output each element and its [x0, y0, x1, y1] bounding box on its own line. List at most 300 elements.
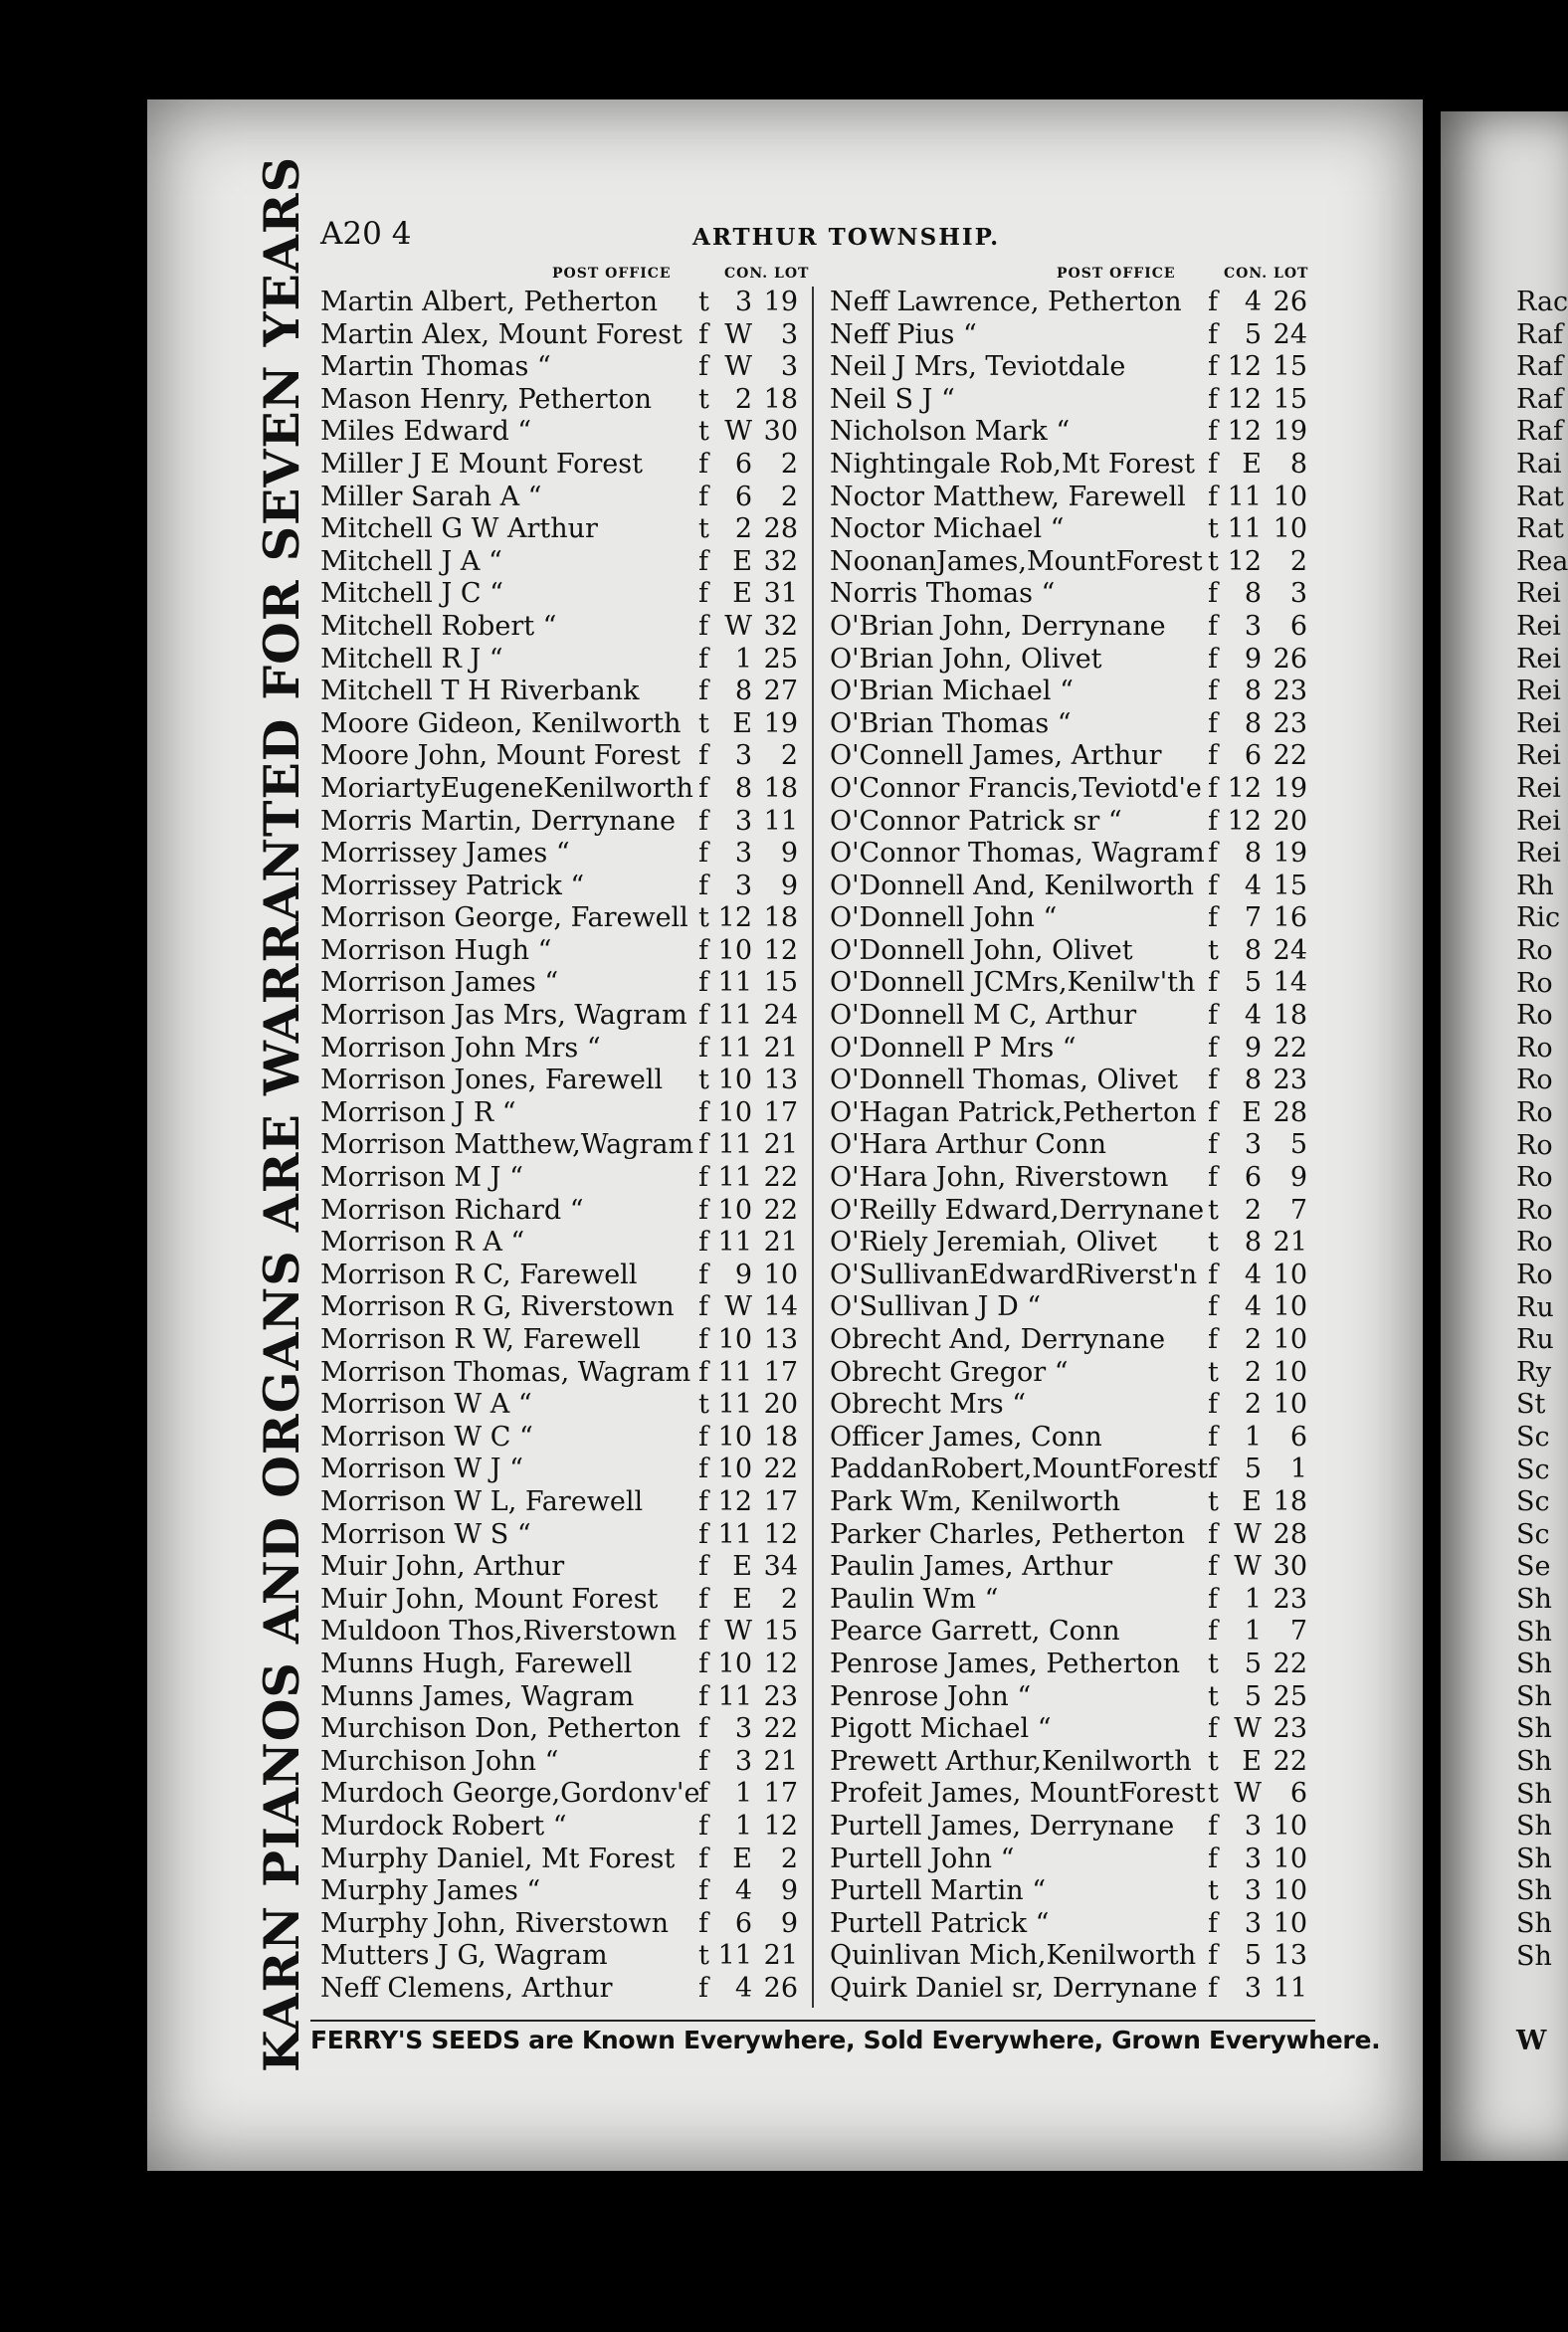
directory-entry	[320, 1097, 818, 1130]
directory-entry	[830, 1616, 1327, 1649]
entry-code: t	[1208, 1194, 1219, 1226]
entry-concession: 5	[1244, 967, 1262, 999]
entry-concession: E	[732, 1551, 752, 1583]
entry-lot: 13	[763, 1065, 798, 1096]
entry-lot: 18	[763, 902, 798, 934]
entry-lot: 17	[763, 1485, 798, 1517]
entry-code: f	[1208, 416, 1218, 448]
entry-concession: W	[1234, 1518, 1262, 1550]
entry-name: Muir John, Arthur	[320, 1551, 565, 1583]
entry-concession: 4	[1244, 870, 1262, 901]
entry-code: f	[698, 1454, 708, 1485]
directory-entry	[830, 1778, 1327, 1811]
directory-entry	[320, 1389, 818, 1422]
adjacent-page-fragment: Rei	[1516, 578, 1561, 610]
entry-lot: 2	[1289, 545, 1307, 577]
entry-code: f	[1208, 740, 1218, 772]
entry-name: Morrison W C “	[320, 1421, 533, 1453]
entry-code: f	[1208, 481, 1218, 512]
entry-name: Morrissey Patrick “	[320, 870, 585, 901]
directory-entry	[830, 1000, 1327, 1033]
entry-lot: 9	[780, 1907, 798, 1939]
side-advertisement	[247, 155, 316, 2073]
directory-entry	[320, 1844, 818, 1876]
entry-concession: 1	[734, 1778, 752, 1810]
entry-code: f	[698, 1843, 708, 1874]
entry-name: Munns Hugh, Farewell	[320, 1648, 633, 1679]
entry-name: Park Wm, Kenilworth	[830, 1485, 1121, 1517]
entry-code: f	[1208, 1907, 1218, 1939]
entry-name: Mitchell J C “	[320, 578, 503, 610]
directory-entry	[830, 416, 1327, 449]
entry-lot: 15	[1273, 383, 1307, 415]
directory-entry	[830, 611, 1327, 644]
entry-lot: 10	[1273, 1259, 1307, 1290]
directory-entry	[320, 1357, 818, 1390]
directory-entry	[830, 1681, 1327, 1714]
entry-name: Murchison John “	[320, 1745, 559, 1777]
entry-code: f	[1208, 1843, 1218, 1874]
entry-name: O'Brian Michael “	[830, 676, 1074, 707]
entry-code: f	[1208, 1389, 1218, 1421]
entry-name: Quinlivan Mich,Kenilworth	[830, 1940, 1197, 1972]
entry-name: O'Hara John, Riverstown	[830, 1162, 1169, 1194]
entry-lot: 22	[763, 1194, 798, 1226]
entry-lot: 28	[763, 513, 798, 545]
adjacent-page-fragment: Ric	[1516, 902, 1561, 934]
directory-entry	[320, 1681, 818, 1714]
entry-concession: 11	[717, 1227, 752, 1259]
entry-name: O'Riely Jeremiah, Olivet	[830, 1227, 1158, 1259]
entry-code: t	[1208, 1745, 1219, 1777]
entry-concession: 8	[1244, 1065, 1262, 1096]
entry-lot: 25	[1273, 1680, 1307, 1712]
entry-concession: 4	[1244, 287, 1262, 317]
directory-entry	[320, 611, 818, 644]
entry-name: Morrison Thomas, Wagram	[320, 1356, 691, 1388]
entry-concession: 3	[734, 287, 752, 317]
entry-name: Morrison George, Farewell	[320, 902, 688, 934]
directory-entry	[320, 1519, 818, 1552]
entry-code: t	[698, 1940, 709, 1972]
entry-code: t	[698, 1065, 709, 1096]
entry-lot: 22	[1273, 1745, 1307, 1777]
entry-concession: 8	[1244, 934, 1262, 966]
directory-entry	[830, 1389, 1327, 1422]
directory-entry	[320, 773, 818, 806]
directory-entry	[320, 1875, 818, 1908]
entry-lot: 10	[1273, 1810, 1307, 1842]
entry-code: f	[1208, 1616, 1218, 1648]
entry-concession: 2	[1244, 1324, 1262, 1355]
column-divider	[812, 287, 814, 2008]
entry-name: Muir John, Mount Forest	[320, 1583, 659, 1615]
entry-lot: 9	[1289, 1162, 1307, 1194]
entry-lot: 3	[780, 351, 798, 383]
adjacent-page-fragment: Sh	[1516, 1940, 1552, 1972]
entry-lot: 21	[763, 1032, 798, 1064]
entry-code: f	[698, 545, 708, 577]
entry-code: f	[698, 481, 708, 512]
adjacent-page-fragment: Sh	[1516, 1843, 1552, 1874]
directory-entry	[320, 902, 818, 935]
entry-code: f	[698, 1907, 708, 1939]
entry-code: f	[698, 967, 708, 999]
entry-code: f	[698, 805, 708, 837]
entry-name: O'Connor Francis,Teviotd'e	[830, 772, 1202, 804]
entry-code: f	[698, 1356, 708, 1388]
entry-concession: 3	[1244, 1129, 1262, 1161]
entry-code: f	[698, 870, 708, 901]
adjacent-page-fragment: Rei	[1516, 707, 1561, 739]
entry-concession: 11	[717, 1680, 752, 1712]
entry-lot: 6	[1289, 610, 1307, 642]
directory-entry	[830, 578, 1327, 611]
adjacent-page-fragment: Sh	[1516, 1908, 1552, 1939]
entry-concession: W	[1234, 1778, 1262, 1810]
entry-lot: 20	[763, 1389, 798, 1421]
entry-name: O'Sullivan J D “	[830, 1291, 1042, 1323]
entry-name: Obrecht Mrs “	[830, 1389, 1027, 1421]
entry-lot: 23	[1273, 676, 1307, 707]
left-post-office-header: POST OFFICE	[552, 266, 672, 282]
entry-lot: 3	[1289, 578, 1307, 610]
entry-code: f	[698, 1745, 708, 1777]
directory-entry	[320, 740, 818, 773]
directory-entry	[830, 676, 1327, 708]
entry-concession: 11	[717, 1389, 752, 1421]
adjacent-page-fragment: Ro	[1516, 1032, 1553, 1064]
entry-name: Neil S J “	[830, 383, 955, 415]
entry-lot: 22	[763, 1713, 798, 1745]
entry-code: f	[698, 1485, 708, 1517]
adjacent-page-fragment: Sc	[1516, 1454, 1550, 1485]
entry-name: Morris Martin, Derrynane	[320, 805, 677, 837]
directory-entry	[830, 1227, 1327, 1260]
entry-name: Morrison W A “	[320, 1389, 532, 1421]
directory-entry	[830, 384, 1327, 417]
entry-name: Obrecht And, Derrynane	[830, 1324, 1166, 1355]
entry-lot: 10	[763, 1259, 798, 1290]
entry-name: Purtell Martin “	[830, 1875, 1047, 1907]
entry-code: f	[698, 1421, 708, 1453]
entry-concession: E	[1242, 1745, 1262, 1777]
entry-lot: 12	[763, 1518, 798, 1550]
entry-lot: 22	[1273, 740, 1307, 772]
entry-concession: 1	[734, 1810, 752, 1842]
entry-name: Murphy James “	[320, 1875, 541, 1907]
entry-concession: W	[724, 351, 752, 383]
entry-code: f	[1208, 351, 1218, 383]
adjacent-page-fragment: Ro	[1516, 1000, 1553, 1032]
adjacent-page-fragment: Sh	[1516, 1649, 1552, 1680]
entry-lot: 26	[1273, 643, 1307, 675]
entry-name: O'Donnell John, Olivet	[830, 934, 1133, 966]
entry-name: Nightingale Rob,Mt Forest	[830, 448, 1196, 480]
entry-code: f	[1208, 1000, 1218, 1032]
entry-name: O'Donnell And, Kenilworth	[830, 870, 1195, 901]
entry-code: f	[698, 448, 708, 480]
entry-code: f	[698, 1194, 708, 1226]
entry-code: f	[1208, 1096, 1218, 1128]
entry-code: f	[1208, 967, 1218, 999]
entry-lot: 3	[780, 318, 798, 350]
entry-lot: 27	[763, 676, 798, 707]
entry-concession: 12	[1227, 805, 1262, 837]
entry-concession: 10	[717, 1065, 752, 1096]
adjacent-page-fragment: Rat	[1516, 513, 1564, 545]
entry-code: f	[1208, 1518, 1218, 1550]
directory-entry	[830, 1291, 1327, 1324]
entry-concession: 9	[1244, 643, 1262, 675]
adjacent-page-fragment: Rei	[1516, 838, 1561, 870]
entry-lot: 2	[780, 740, 798, 772]
adjacent-page-fragment: Ro	[1516, 1260, 1553, 1290]
entry-name: Morrison R W, Farewell	[320, 1324, 641, 1355]
directory-entry	[320, 482, 818, 514]
directory-entry	[320, 319, 818, 352]
side-advertisement-text: KARN PIANOS AND ORGANS ARE WARRANTED FOR SEVEN YEARS	[253, 155, 310, 2073]
directory-entry	[320, 1713, 818, 1746]
entry-concession: 10	[717, 1454, 752, 1485]
entry-name: Martin Thomas “	[320, 351, 551, 383]
entry-lot: 19	[763, 287, 798, 317]
entry-concession: 10	[717, 1648, 752, 1679]
entry-concession: 5	[1244, 1680, 1262, 1712]
entry-concession: 10	[717, 934, 752, 966]
entry-name: Mitchell T H Riverbank	[320, 676, 640, 707]
entry-lot: 23	[1273, 707, 1307, 739]
entry-code: f	[1208, 287, 1218, 317]
adjacent-page-fragment: Rei	[1516, 805, 1561, 837]
entry-code: f	[1208, 1162, 1218, 1194]
adjacent-page-fragment: Rea	[1516, 545, 1568, 577]
entry-code: t	[1208, 545, 1219, 577]
entry-code: f	[1208, 1324, 1218, 1355]
entry-name: NoonanJames,MountForest	[830, 545, 1203, 577]
entry-name: O'Reilly Edward,Derrynane	[830, 1194, 1205, 1226]
entry-name: Morrissey James “	[320, 838, 570, 870]
entry-lot: 30	[1273, 1551, 1307, 1583]
entry-name: Morrison R C, Farewell	[320, 1259, 638, 1290]
entry-concession: 12	[717, 1485, 752, 1517]
entry-code: f	[1208, 838, 1218, 870]
entry-name: Noctor Michael “	[830, 513, 1065, 545]
entry-lot: 12	[763, 1648, 798, 1679]
entry-concession: 11	[717, 1162, 752, 1194]
entry-code: t	[698, 383, 709, 415]
entry-code: t	[698, 416, 709, 448]
directory-entry	[830, 287, 1327, 319]
directory-entry	[320, 1940, 818, 1973]
entry-name: MoriartyEugeneKenilworth	[320, 772, 693, 804]
entry-code: f	[698, 1032, 708, 1064]
entry-code: f	[698, 1778, 708, 1810]
directory-entry	[320, 1129, 818, 1162]
right-post-office-header: POST OFFICE	[1057, 266, 1176, 282]
entry-concession: 4	[734, 1875, 752, 1907]
adjacent-page-fragment: Ro	[1516, 935, 1553, 966]
entry-lot: 15	[763, 967, 798, 999]
directory-entry	[320, 935, 818, 968]
entry-code: t	[698, 902, 709, 934]
directory-entry	[830, 546, 1327, 579]
directory-entry	[830, 1519, 1327, 1552]
adjacent-page-fragment: Ru	[1516, 1291, 1554, 1323]
entry-name: Morrison R A “	[320, 1227, 525, 1259]
entry-name: Pearce Garrett, Conn	[830, 1616, 1120, 1648]
entry-lot: 15	[1273, 351, 1307, 383]
entry-concession: W	[724, 1291, 752, 1323]
adjacent-page-fragment: Sh	[1516, 1584, 1552, 1615]
entry-lot: 17	[763, 1096, 798, 1128]
adjacent-page-fragment: Ro	[1516, 1162, 1553, 1194]
directory-entry	[830, 1713, 1327, 1746]
entry-concession: 6	[734, 1907, 752, 1939]
entry-concession: 1	[1244, 1616, 1262, 1648]
entry-code: f	[1208, 383, 1218, 415]
entry-lot: 23	[1273, 1583, 1307, 1615]
directory-entry	[830, 1357, 1327, 1390]
entry-code: f	[1208, 1065, 1218, 1096]
adjacent-page-fragment: Ro	[1516, 1065, 1553, 1096]
entry-code: t	[698, 1389, 709, 1421]
entry-lot: 19	[1273, 772, 1307, 804]
entry-lot: 10	[1273, 1291, 1307, 1323]
entry-code: f	[1208, 902, 1218, 934]
adjacent-page-footer-fragment: W	[1516, 2026, 1547, 2056]
entry-lot: 1	[1289, 1454, 1307, 1485]
entry-concession: 10	[717, 1324, 752, 1355]
directory-entry	[320, 351, 818, 384]
entry-code: f	[698, 1875, 708, 1907]
entry-lot: 32	[763, 610, 798, 642]
directory-entry	[320, 1908, 818, 1941]
entry-name: O'Brian John, Derrynane	[830, 610, 1166, 642]
entry-concession: 12	[717, 902, 752, 934]
entry-name: Mitchell Robert “	[320, 610, 557, 642]
entry-lot: 19	[1273, 416, 1307, 448]
entry-code: t	[1208, 934, 1219, 966]
entry-name: O'Brian Thomas “	[830, 707, 1072, 739]
adjacent-page-fragment: Ru	[1516, 1324, 1554, 1356]
entry-lot: 24	[1273, 318, 1307, 350]
adjacent-page-fragment: Rei	[1516, 676, 1561, 707]
entry-concession: W	[724, 318, 752, 350]
entry-name: Nicholson Mark “	[830, 416, 1071, 448]
directory-entry	[830, 1195, 1327, 1228]
entry-lot: 21	[1273, 1227, 1307, 1259]
entry-lot: 10	[1273, 1356, 1307, 1388]
entry-name: Miles Edward “	[320, 416, 532, 448]
entry-code: f	[698, 1129, 708, 1161]
entry-concession: 12	[1227, 545, 1262, 577]
entry-lot: 19	[763, 707, 798, 739]
entry-concession: W	[1234, 1713, 1262, 1745]
entry-concession: 7	[1244, 902, 1262, 934]
adjacent-page-fragment: Ry	[1516, 1356, 1552, 1388]
adjacent-page-fragment: Sh	[1516, 1875, 1552, 1907]
entry-name: Morrison W S “	[320, 1518, 531, 1550]
directory-entry	[830, 1551, 1327, 1584]
directory-entry	[320, 708, 818, 741]
directory-entry	[320, 1227, 818, 1260]
entry-code: f	[1208, 1940, 1218, 1972]
entry-lot: 34	[763, 1551, 798, 1583]
entry-name: Murphy John, Riverstown	[320, 1907, 670, 1939]
entry-concession: 8	[1244, 707, 1262, 739]
entry-lot: 2	[780, 1843, 798, 1874]
entry-concession: 3	[1244, 1972, 1262, 2004]
entry-lot: 11	[763, 805, 798, 837]
entry-lot: 13	[1273, 1940, 1307, 1972]
entry-name: Obrecht Gregor “	[830, 1356, 1069, 1388]
entry-lot: 10	[1273, 1324, 1307, 1355]
entry-code: f	[1208, 676, 1218, 707]
directory-entry	[320, 1324, 818, 1357]
entry-name: Purtell James, Derrynane	[830, 1810, 1175, 1842]
entry-concession: 4	[1244, 1000, 1262, 1032]
entry-concession: E	[732, 707, 752, 739]
entry-code: f	[698, 1324, 708, 1355]
page-number: A20 4	[320, 216, 412, 252]
directory-entry	[830, 1875, 1327, 1908]
entry-concession: W	[724, 1616, 752, 1648]
entry-code: f	[1208, 1421, 1218, 1453]
directory-entry	[830, 1422, 1327, 1455]
entry-lot: 22	[1273, 1032, 1307, 1064]
entry-name: Penrose John “	[830, 1680, 1032, 1712]
entry-concession: 3	[1244, 1843, 1262, 1874]
entry-name: Morrison W J “	[320, 1454, 523, 1485]
page-title: ARTHUR TOWNSHIP.	[692, 224, 1001, 251]
entry-code: f	[698, 772, 708, 804]
entry-name: Prewett Arthur,Kenilworth	[830, 1745, 1192, 1777]
entry-concession: 4	[734, 1972, 752, 2004]
entry-code: f	[1208, 1583, 1218, 1615]
entry-lot: 22	[763, 1454, 798, 1485]
directory-entry	[320, 676, 818, 708]
directory-entry	[830, 838, 1327, 871]
adjacent-page-fragment: Rei	[1516, 643, 1561, 675]
directory-entry	[320, 1551, 818, 1584]
adjacent-page-fragment: Rei	[1516, 740, 1561, 772]
entry-name: O'Donnell John “	[830, 902, 1058, 934]
adjacent-page-fragment: Rei	[1516, 773, 1561, 804]
entry-code: f	[698, 1096, 708, 1128]
entry-name: Morrison Jones, Farewell	[320, 1065, 664, 1096]
entry-lot: 2	[780, 1583, 798, 1615]
adjacent-page-fragment: Rac	[1516, 287, 1568, 317]
entry-code: t	[698, 513, 709, 545]
entry-concession: 11	[1227, 481, 1262, 512]
entry-lot: 18	[763, 383, 798, 415]
entry-code: f	[1208, 707, 1218, 739]
entry-code: t	[698, 287, 709, 317]
entry-name: Moore Gideon, Kenilworth	[320, 707, 682, 739]
entry-concession: 3	[734, 740, 752, 772]
entry-concession: 11	[717, 1000, 752, 1032]
entry-concession: 5	[1244, 318, 1262, 350]
entry-name: Officer James, Conn	[830, 1421, 1102, 1453]
entry-concession: 3	[734, 838, 752, 870]
entry-code: f	[698, 1551, 708, 1583]
entry-lot: 14	[763, 1291, 798, 1323]
adjacent-page-fragment: Se	[1516, 1551, 1551, 1583]
directory-entry	[320, 1778, 818, 1811]
entry-concession: 11	[717, 1940, 752, 1972]
entry-name: Profeit James, MountForest	[830, 1778, 1206, 1810]
